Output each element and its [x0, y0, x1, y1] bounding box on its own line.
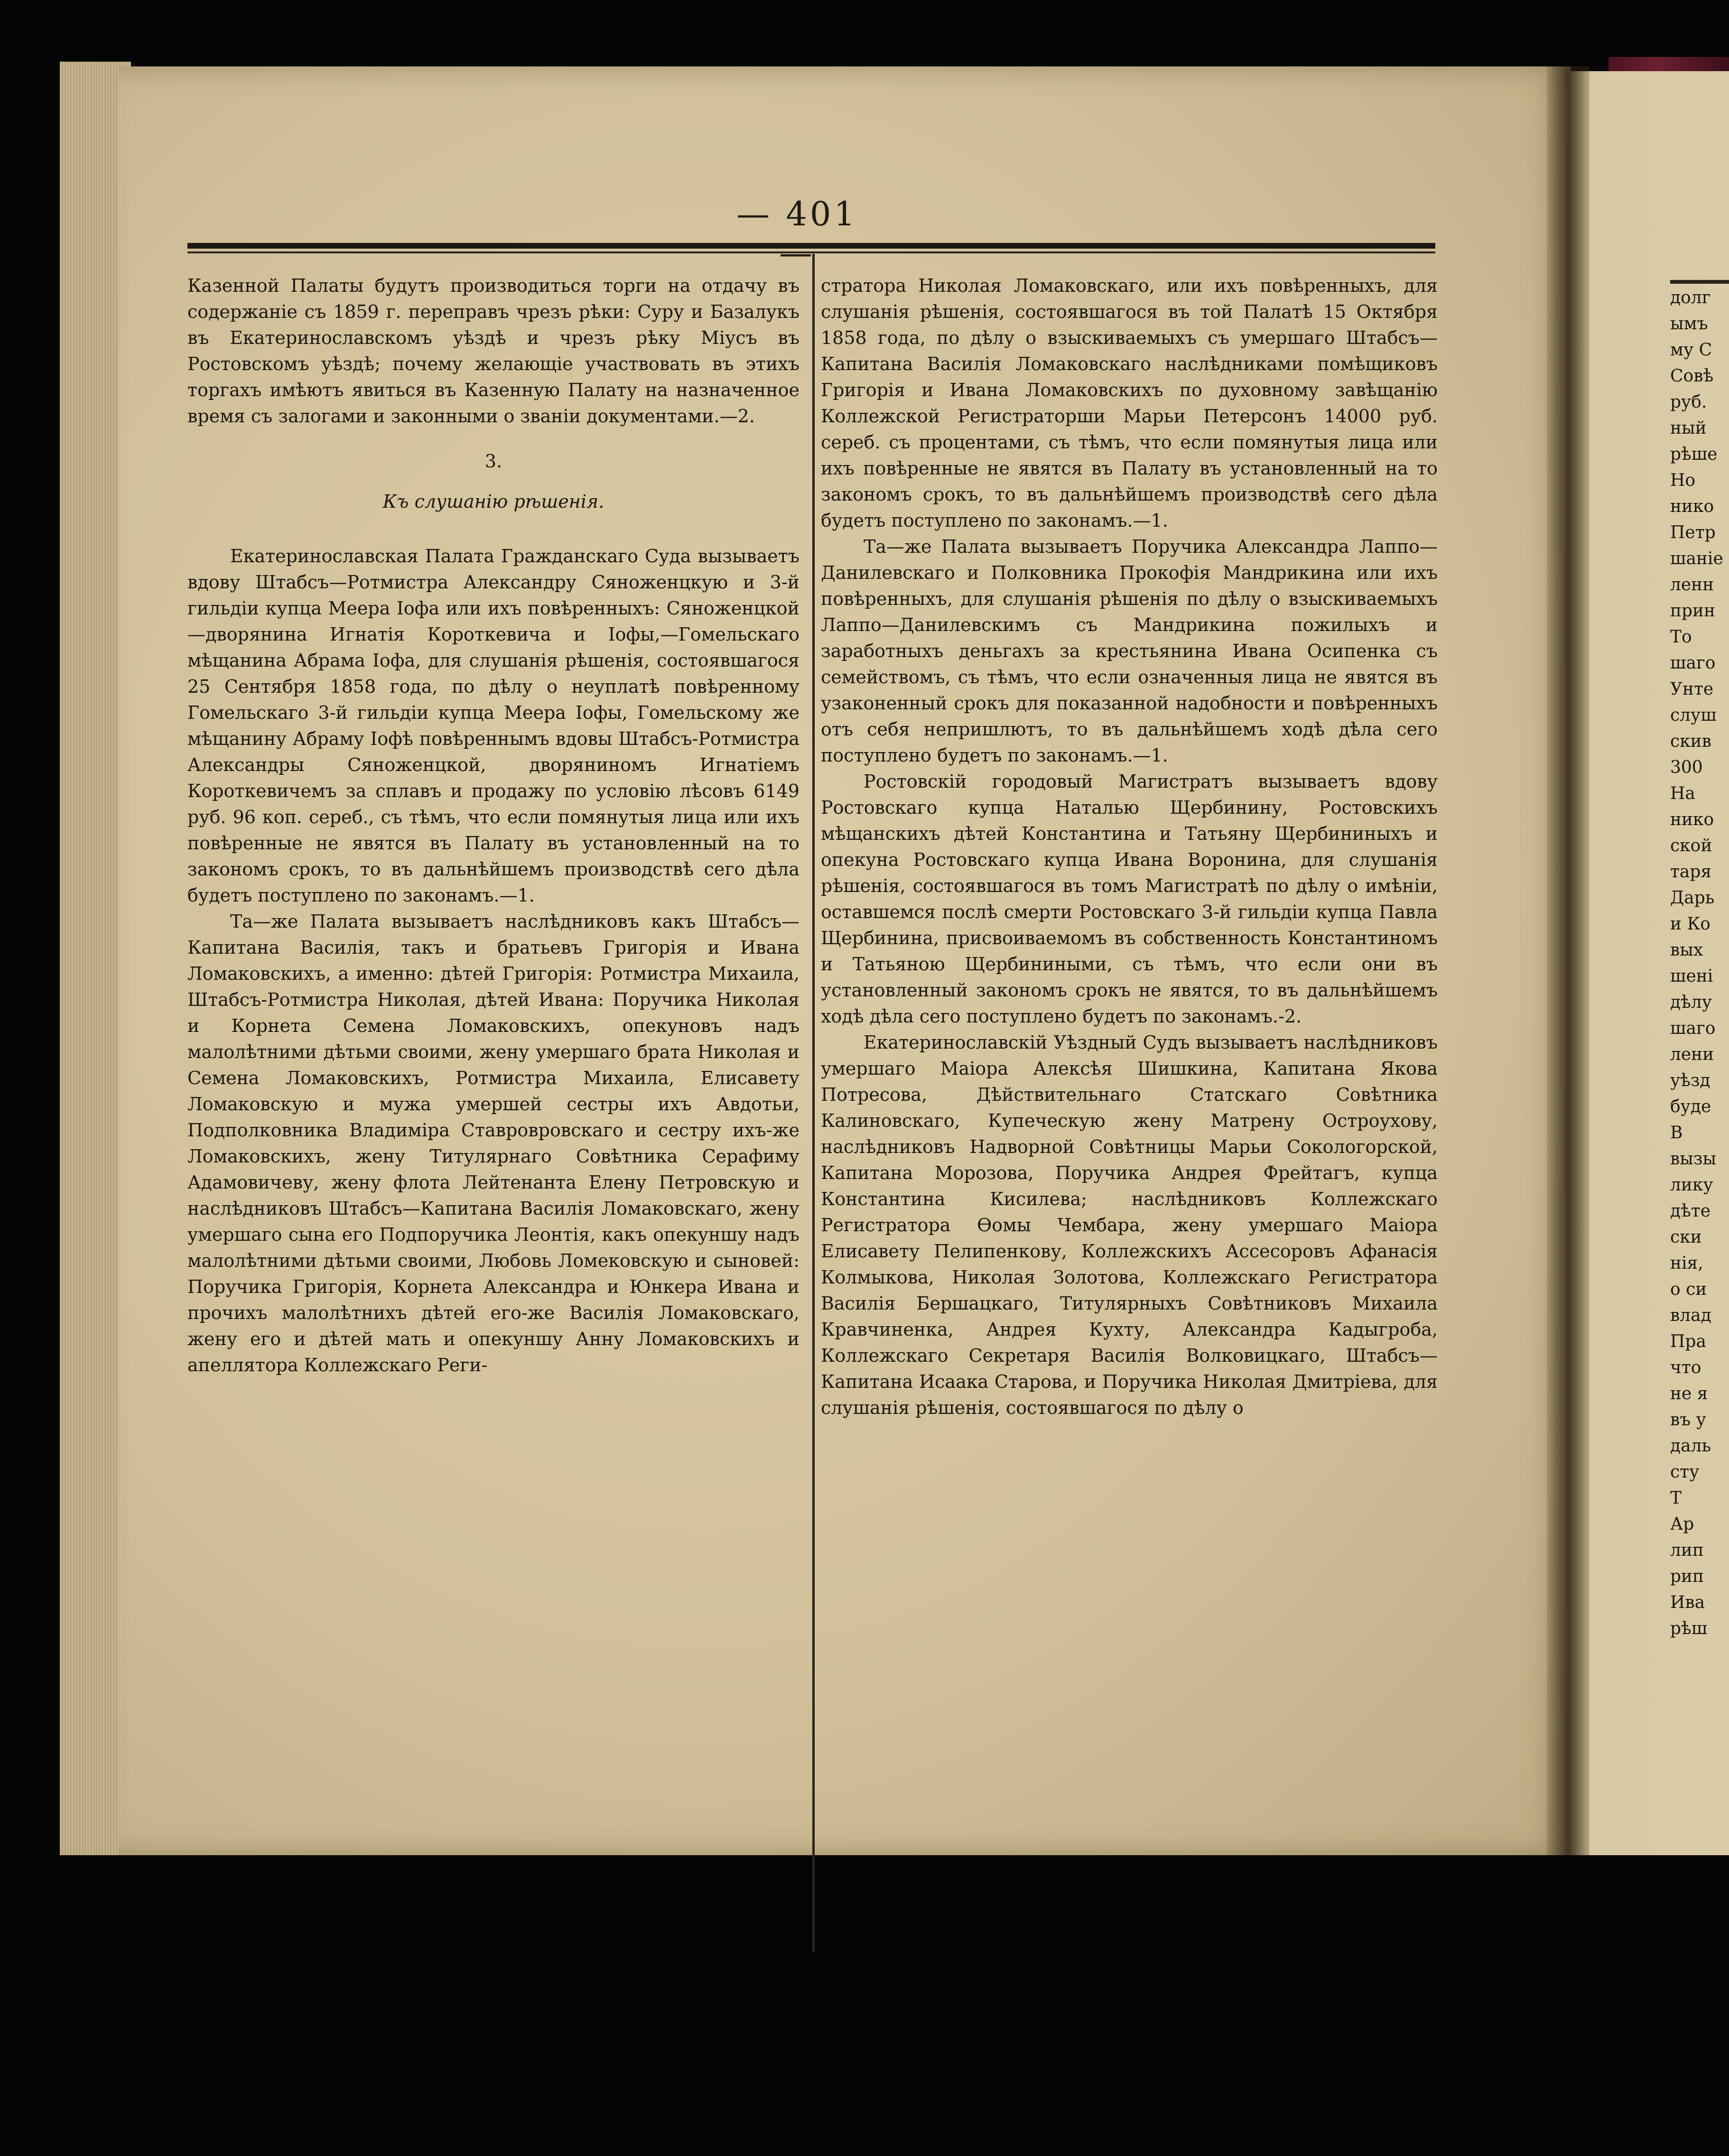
- book-gutter: [1547, 66, 1590, 1855]
- right-page-edge-line: лику: [1670, 1175, 1713, 1195]
- right-page-edge-line: руб.: [1670, 392, 1707, 412]
- right-page-edge-line: му С: [1670, 340, 1712, 360]
- right-page-edge-line: Петр: [1670, 523, 1716, 542]
- right-page-edge-line: вых: [1670, 940, 1703, 960]
- right-page-edge-line: скив: [1670, 732, 1711, 751]
- right-paragraph-1: стратора Николая Ломаковскаго, или ихъ повѣренныхъ, для слушанія рѣшенія, состоявшагося въ той Палатѣ 15 Октября 1858 года, по дѣлу о взыскиваемыхъ съ умершаго Штабсъ—Капитана Василія Ломаковскаго наслѣдниками помѣщиковъ Григорія и Ивана Ломаковскихъ по духовному завѣщанію Коллежской Регистраторши Марьи Петерсонъ 14000 руб. сереб. съ процентами, съ тѣмъ, что если помянутыя лица или ихъ повѣренные не явятся въ Палату въ установленный на то закономъ срокъ, то въ дальнѣйшемъ производствѣ сего дѣла будетъ поступлено по законамъ.—1.: [821, 275, 1438, 531]
- right-page-edge-line: Дарь: [1670, 888, 1715, 908]
- right-page-edge-line: ски: [1670, 1227, 1702, 1247]
- right-page-edge-line: Т: [1670, 1488, 1682, 1508]
- right-page-edge-line: лип: [1670, 1541, 1704, 1560]
- right-page-edge-line: о си: [1670, 1280, 1707, 1299]
- right-page-edge-line: рѣше: [1670, 445, 1718, 464]
- right-page-edge-line: вызы: [1670, 1149, 1717, 1169]
- right-page-edge-line: Ива: [1670, 1593, 1705, 1612]
- right-page-edge-line: нико: [1670, 810, 1714, 829]
- right-page-edge-line: долг: [1670, 288, 1711, 307]
- right-page-edge-line: ской: [1670, 836, 1712, 855]
- right-page-edge-line: нико: [1670, 497, 1714, 516]
- right-column: [821, 273, 1438, 1421]
- right-page-edge-line: Совѣ: [1670, 366, 1714, 386]
- right-page-edge-line: Унте: [1670, 679, 1714, 699]
- header-rule: [187, 243, 1435, 249]
- left-column: [187, 273, 799, 1378]
- right-page-edge-line: прин: [1670, 601, 1716, 621]
- right-page-edge-line: сту: [1670, 1462, 1700, 1482]
- right-page-edge-line: 300: [1670, 758, 1703, 777]
- section-number: 3.: [484, 451, 502, 472]
- right-page-edge-line: въ у: [1670, 1410, 1706, 1430]
- right-page-edge-line: лени: [1670, 1045, 1714, 1064]
- left-paragraph-1: Екатеринославская Палата Гражданскаго Суда вызываетъ вдову Штабсъ—Ротмистра Александру Сяноженцкую и 3-й гильдіи купца Меера Іофа или ихъ повѣренныхъ: Сяноженцкой—дворянина Игнатія Короткевича и Іофы,—Гомельскаго мѣщанина Абрама Іофа, для слушанія рѣшенія, состоявшагося 25 Сентября 1858 года, по дѣлу о неуплатѣ повѣренному Гомельскаго 3-й гильдіи купца Меера Іофы, Гомельскому же мѣщанину Абраму Іофѣ повѣреннымъ вдовы Штабсъ-Ротмистра Александры Сяноженцкой, дворяниномъ Игнатіемъ Короткевичемъ за сплавъ и продажу по условію лѣсовъ 6149 руб. 96 коп. сереб., съ тѣмъ, что если помянутыя лица или ихъ повѣренные не явятся въ Палату въ установленный на то закономъ срокъ, то въ дальнѣйшемъ производствѣ сего дѣла будетъ поступлено по законамъ.—1.: [187, 546, 799, 906]
- left-paragraph-2: Та—же Палата вызываетъ наслѣдниковъ какъ Штабсъ—Капитана Василія, такъ и братьевъ Григорія и Ивана Ломаковскихъ, а именно: дѣтей Григорія: Ротмистра Михаила, Штабсъ-Ротмистра Николая, дѣтей Ивана: Поручика Николая и Корнета Семена Ломаковскихъ, опекуновъ надъ малолѣтними дѣтьми своими, жену умершаго брата Николая и Семена Ломаковскихъ, Ротмистра Михаила, Елисавету Ломаковскую и мужа умершей сестры ихъ Авдотьи, Подполковника Владиміра Ставровровскаго и сестру ихъ-же Ломаковскихъ, жену Титулярнаго Совѣтника Серафиму Адамовичеву, жену флота Лейтенанта Елену Петровскую и наслѣдниковъ Штабсъ—Капитана Василія Ломаковскаго, жену умершаго сына его Подпоручика Леонтія, какъ опекуншу надъ малолѣтними дѣтьми своими, Любовь Ломековскую и сыновей: Поручика Григорія, Корнета Александра и Юнкера Ивана и прочихъ малолѣтнихъ дѣтей его-же Василія Ломаковскаго, жену его и дѣтей мать и опекуншу Анну Ломаковскихъ и апеллятора Коллежскаго Реги-: [187, 911, 799, 1375]
- right-page-edge-line: шаніе: [1670, 549, 1723, 568]
- right-page-edge-line: рип: [1670, 1567, 1704, 1586]
- right-page-edge-line: что: [1670, 1358, 1701, 1377]
- right-paragraph-4: Екатеринославскій Уѣздный Судъ вызываетъ наслѣдниковъ умершаго Маіора Алексѣя Шишкина, Капитана Якова Потресова, Дѣйствительнаго Статскаго Совѣтника Калиновскаго, Купеческую жену Матрену Остроухову, наслѣдниковъ Надворной Совѣтницы Марьи Сокологорской, Капитана Морозова, Поручика Андрея Фрейтагъ, купца Константина Кисилева; наслѣдниковъ Коллежскаго Регистратора Ѳомы Чембара, жену умершаго Маіора Елисавету Пелипенкову, Коллежскихъ Ассесоровъ Афанасія Колмыкова, Николая Золотова, Коллежскаго Регистратора Василія Бершацкаго, Титулярныхъ Совѣтниковъ Михаила Кравчиненка, Андрея Кухту, Александра Кадыгроба, Коллежскаго Секретаря Василія Волковицкаго, Штабсъ—Капитана Исаака Старова, и Поручика Николая Дмитріева, для слушанія рѣшенія, состоявшагося по дѣлу о: [821, 1032, 1438, 1418]
- right-paragraph-3: Ростовскій городовый Магистратъ вызываетъ вдову Ростовскаго купца Наталью Щербинину, Ростовскихъ мѣщанскихъ дѣтей Константина и Татьяну Щербининыхъ и опекуна Ростовскаго купца Ивана Воронина, для слушанія рѣшенія, состоявшагося въ томъ Магистратѣ по дѣлу о имѣніи, оставшемся послѣ смерти Ростовскаго 3-й гильдіи купца Павла Щербинина, присвоиваемомъ въ собственность Константиномъ и Татьяною Щербиниными, съ тѣмъ, что если они въ установленный закономъ срокъ не явятся, то въ дальнѣйшемъ ходѣ дѣла сего поступлено будетъ по законамъ.-2.: [821, 771, 1438, 1027]
- right-page-edge-line: ымъ: [1670, 314, 1708, 334]
- right-page-edge-line: ный: [1670, 418, 1707, 438]
- section-title: Къ слушанію рѣшенія.: [382, 491, 604, 512]
- right-page-edge-line: нія,: [1670, 1254, 1703, 1273]
- right-page-edge-line: даль: [1670, 1436, 1711, 1456]
- right-page-edge-line: не я: [1670, 1384, 1708, 1403]
- right-page-edge-line: В: [1670, 1123, 1683, 1143]
- right-page-edge-line: дѣлу: [1670, 993, 1712, 1012]
- right-page-edge-line: шаго: [1670, 1019, 1716, 1038]
- right-page-rule: [1670, 280, 1729, 284]
- right-page-edge-line: шені: [1670, 966, 1713, 986]
- right-page-edge-line: таря: [1670, 862, 1712, 882]
- right-page-edge-line: буде: [1670, 1097, 1711, 1116]
- right-paragraph-2: Та—же Палата вызываетъ Поручика Александра Лаппо—Данилевскаго и Полковника Прокофія Мандрикина или ихъ повѣренныхъ, для слушанія рѣшенія по дѣлу о взыскиваемыхъ Лаппо—Данилевскимъ съ Мандрикина пожилыхъ и заработныхъ деньгахъ за крестьянина Ивана Осипенка съ семействомъ, съ тѣмъ, что если означенныя лица не явятся въ узаконенный срокъ для показанной надобности и повѣренныхъ отъ себя непришлютъ, то въ дальнѣйшемъ ходѣ дѣла сего поступлено будетъ по законамъ.—1.: [821, 536, 1438, 766]
- right-page-edge-line: Пра: [1670, 1332, 1706, 1351]
- right-page-edge-line: ленн: [1670, 575, 1714, 595]
- column-divider: [812, 254, 815, 1952]
- right-page-edge-line: дѣте: [1670, 1201, 1711, 1221]
- right-page-edge-line: шаго: [1670, 653, 1716, 673]
- right-page-edge-line: влад: [1670, 1306, 1711, 1325]
- header-rule-thin: [187, 251, 1435, 253]
- right-page-edge-line: уѣзд: [1670, 1071, 1710, 1090]
- right-page-edge-line: На: [1670, 784, 1695, 803]
- right-page-edge-line: То: [1670, 627, 1692, 647]
- right-page-edge-line: Но: [1670, 471, 1696, 490]
- right-page-edge-line: и Ко: [1670, 914, 1710, 934]
- right-page-edge-text: [1670, 285, 1729, 1642]
- right-page-edge-line: Ар: [1670, 1515, 1694, 1534]
- right-page-edge-line: рѣш: [1670, 1619, 1708, 1638]
- left-intro-paragraph: Казенной Палаты будутъ производиться торги на отдачу въ содержаніе съ 1859 г. переправъ чрезъ рѣки: Суру и Базалукъ въ Екатеринославскомъ уѣздѣ и чрезъ рѣку Міусъ въ Ростовскомъ уѣздѣ; почему желающіе участвовать въ этихъ торгахъ имѣютъ явиться въ Казенную Палату на назначенное время съ залогами и законными о званіи документами.—2.: [187, 275, 799, 427]
- page-number: — 401: [736, 195, 858, 233]
- right-page-edge-line: слуш: [1670, 706, 1717, 725]
